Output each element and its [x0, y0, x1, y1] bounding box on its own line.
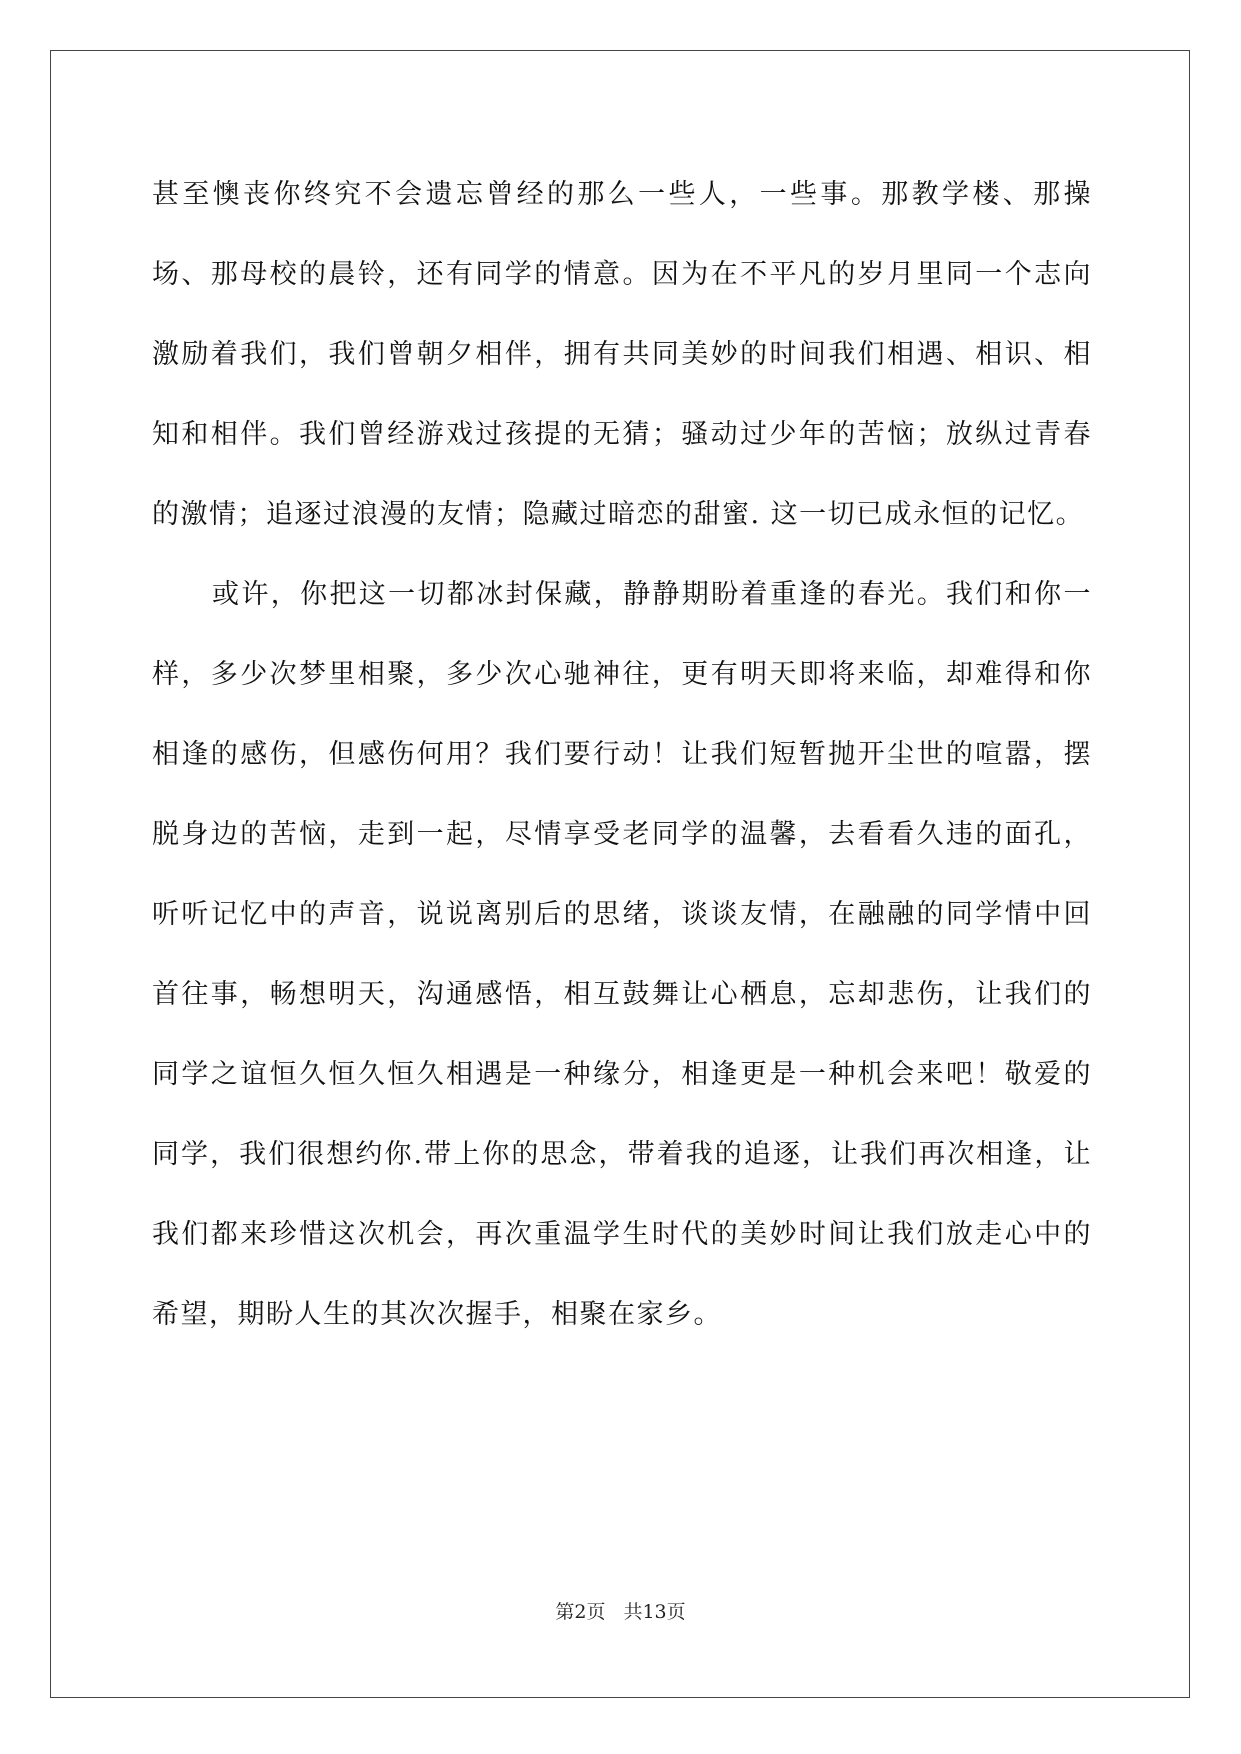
- document-body: [152, 155, 1092, 1355]
- paragraph-1: 甚至懊丧你终究不会遗忘曾经的那么一些人，一些事。那教学楼、那操场、那母校的晨铃，还有同学的情意。因为在不平凡的岁月里同一个志向激励着我们，我们曾朝夕相伴，拥有共同美妙的时间我们相遇、相识、相知和相伴。我们曾经游戏过孩提的无猜；骚动过少年的苦恼；放纵过青春的激情；追逐过浪漫的友情；隐藏过暗恋的甜蜜. 这一切已成永恒的记忆。: [152, 179, 1092, 530]
- page-footer: [0, 1597, 1241, 1624]
- page-total: 共13页: [623, 1601, 686, 1623]
- page-number: 第2页: [555, 1601, 606, 1623]
- paragraph-2: 或许，你把这一切都冰封保藏，静静期盼着重逢的春光。我们和你一样，多少次梦里相聚，多少次心驰神往，更有明天即将来临，却难得和你相逢的感伤，但感伤何用？我们要行动！让我们短暂抛开尘世的喧嚣，摆脱身边的苦恼，走到一起，尽情享受老同学的温馨，去看看久违的面孔，听听记忆中的声音，说说离别后的思绪，谈谈友情，在融融的同学情中回首往事，畅想明天，沟通感悟，相互鼓舞让心栖息，忘却悲伤，让我们的同学之谊恒久恒久恒久相遇是一种缘分，相逢更是一种机会来吧！敬爱的同学，我们很想约你.带上你的思念，带着我的追逐，让我们再次相逢，让我们都来珍惜这次机会，再次重温学生时代的美妙时间让我们放走心中的希望，期盼人生的其次次握手，相聚在家乡。: [152, 579, 1092, 1330]
